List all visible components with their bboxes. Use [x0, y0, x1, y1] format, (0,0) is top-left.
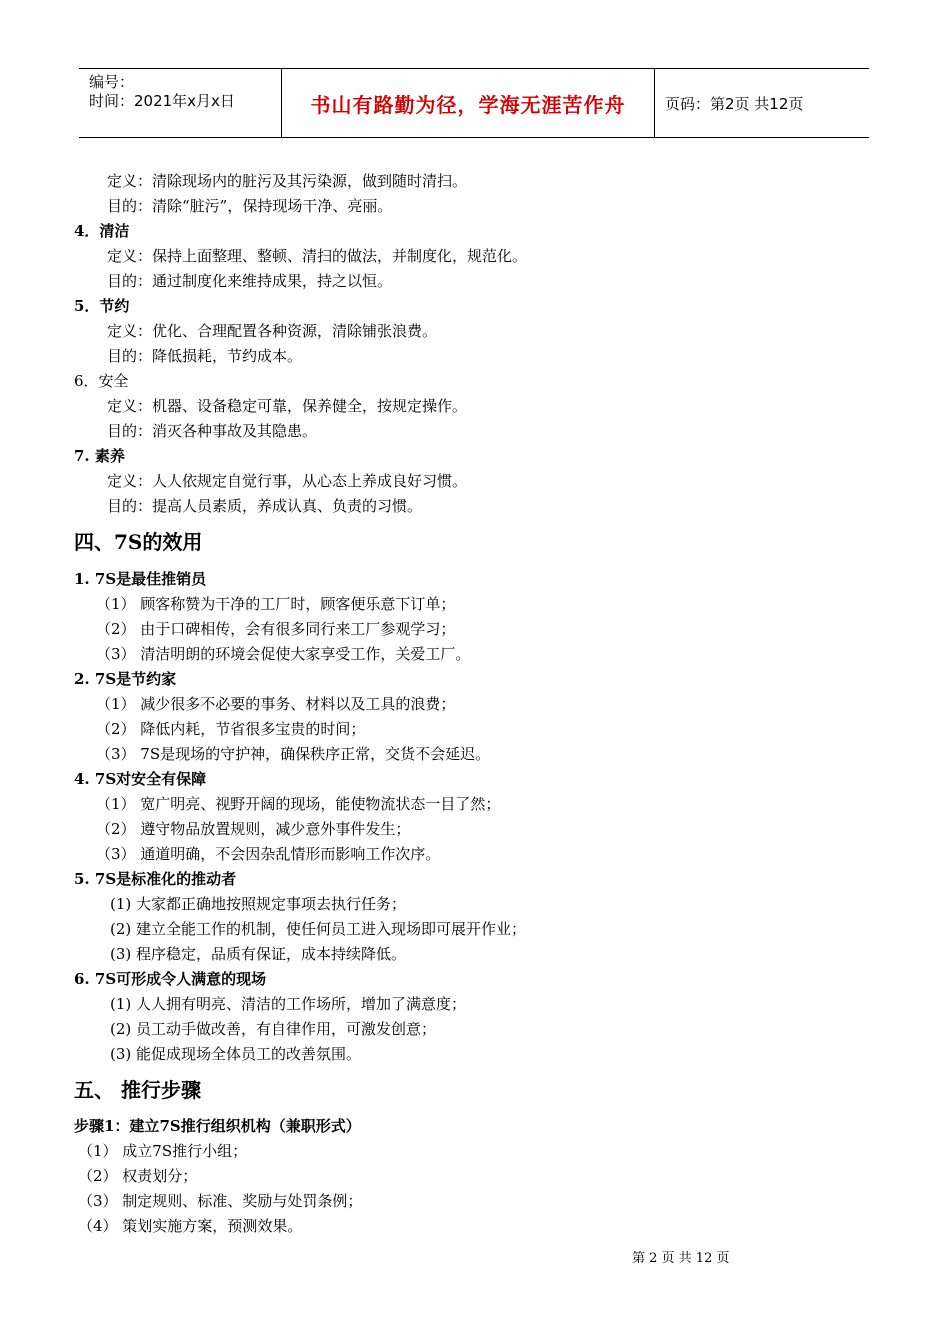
text-line: 目的：降低损耗，节约成本。	[107, 347, 303, 365]
list-item: （1） 宽广明亮、视野开阔的现场，能使物流状态一目了然；	[96, 795, 501, 813]
text-line: 定义：清除现场内的脏污及其污染源，做到随时清扫。	[107, 172, 468, 190]
section-heading: 7. 素养	[74, 447, 125, 465]
text-line: 目的：消灭各种事故及其隐患。	[107, 422, 318, 440]
list-item: （4） 策划实施方案，预测效果。	[78, 1217, 303, 1235]
list-item: （3） 制定规则、标准、奖励与处罚条例；	[78, 1192, 363, 1210]
list-item: (3) 程序稳定，品质有保证，成本持续降低。	[110, 945, 407, 963]
time-label: 时间：2021年x月x日	[89, 92, 235, 110]
list-item: (1) 人人拥有明亮、清洁的工作场所，增加了满意度；	[110, 995, 467, 1013]
header-motto-cell	[281, 69, 655, 137]
page-footer: 第 2 页 共 12 页	[632, 1251, 730, 1266]
page-info: 页码：第2页 共12页	[665, 94, 804, 113]
motto: 书山有路勤为径，学海无涯苦作舟	[310, 92, 626, 117]
list-item: (2) 建立全能工作的机制，使任何员工进入现场即可展开作业；	[110, 920, 527, 938]
list-item: （2） 遵守物品放置规则，减少意外事件发生；	[96, 820, 411, 838]
text-line: 定义：机器、设备稳定可靠，保养健全，按规定操作。	[107, 397, 468, 415]
section-heading: 6．安全	[74, 372, 129, 390]
text-line: 目的：提高人员素质，养成认真、负责的习惯。	[107, 497, 423, 515]
list-item: (3) 能促成现场全体员工的改善氛围。	[110, 1045, 362, 1063]
list-item: （1） 成立7S推行小组；	[78, 1142, 248, 1160]
text-line: 目的：清除“脏污”，保持现场干净、亮丽。	[107, 197, 393, 215]
text-line: 定义：保持上面整理、整顿、清扫的做法，并制度化，规范化。	[107, 247, 528, 265]
list-item: （2） 降低内耗，节省很多宝贵的时间；	[96, 720, 366, 738]
list-item: （1） 顾客称赞为干净的工厂时，顾客便乐意下订单；	[96, 595, 456, 613]
number-label: 编号：	[89, 73, 135, 91]
section-heading: 1. 7S是最佳推销员	[74, 570, 207, 588]
list-item: (1) 大家都正确地按照规定事项去执行任务；	[110, 895, 407, 913]
text-line: 定义：人人依规定自觉行事，从心态上养成良好习惯。	[107, 472, 468, 490]
list-item: （3） 7S是现场的守护神，确保秩序正常，交货不会延迟。	[96, 745, 491, 763]
chapter-heading: 五、 推行步骤	[74, 1078, 201, 1102]
text-line: 定义：优化、合理配置各种资源，清除铺张浪费。	[107, 322, 438, 340]
section-heading: 4．清洁	[74, 222, 130, 240]
section-heading: 2. 7S是节约家	[74, 670, 177, 688]
section-heading: 4. 7S对安全有保障	[74, 770, 207, 788]
section-heading: 5. 7S是标准化的推动者	[74, 870, 237, 888]
list-item: （2） 由于口碑相传，会有很多同行来工厂参观学习；	[96, 620, 456, 638]
section-heading: 6. 7S可形成令人满意的现场	[74, 970, 267, 988]
section-heading: 5．节约	[74, 297, 130, 315]
list-item: （2） 权责划分；	[78, 1167, 198, 1185]
chapter-heading: 四、7S的效用	[74, 530, 203, 554]
list-item: （1） 减少很多不必要的事务、材料以及工具的浪费；	[96, 695, 456, 713]
section-heading: 步骤1：建立7S推行组织机构（兼职形式）	[74, 1117, 361, 1135]
header-meta-cell	[79, 69, 281, 137]
header-page-cell	[655, 69, 869, 137]
list-item: (2) 员工动手做改善，有自律作用，可激发创意；	[110, 1020, 437, 1038]
document-header	[79, 68, 869, 138]
list-item: （3） 通道明确，不会因杂乱情形而影响工作次序。	[96, 845, 441, 863]
list-item: （3） 清洁明朗的环境会促使大家享受工作，关爱工厂。	[96, 645, 471, 663]
text-line: 目的：通过制度化来维持成果，持之以恒。	[107, 272, 393, 290]
